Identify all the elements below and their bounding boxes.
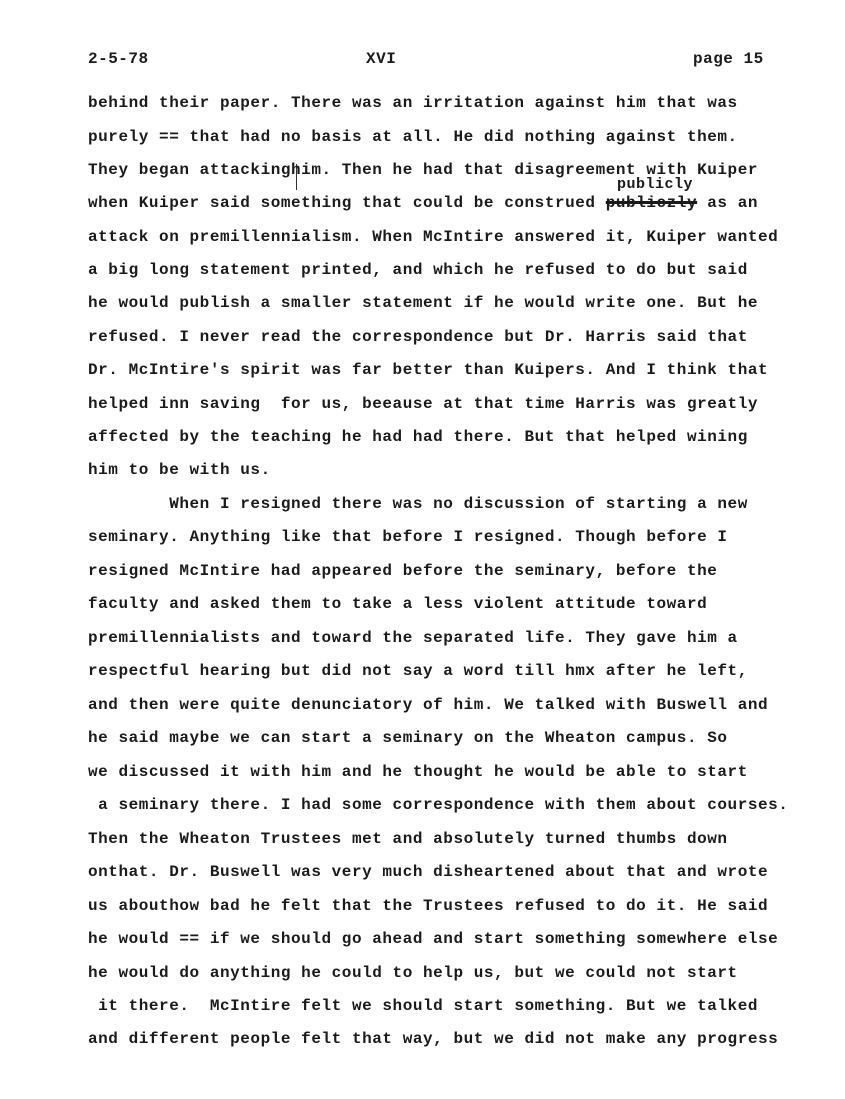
text-line: purely == that had no basis at all. He did nothing against them. — [88, 128, 738, 146]
text-line: affected by the teaching he had had there. But that helped wining — [88, 428, 748, 446]
text-line-prefix: when Kuiper said something that could be construed — [88, 194, 606, 212]
text-line: us abouthow bad he felt that the Trustees refused to do it. He said — [88, 897, 769, 915]
text-line: a big long statement printed, and which he refused to do but said — [88, 261, 748, 279]
text-line: They began attackinghim. Then he had that disagreement with Kuiper — [88, 161, 759, 179]
header-section: XVI — [366, 50, 397, 68]
text-line: a seminary there. I had some correspondence with them about courses. — [88, 796, 789, 814]
text-line: it there. McIntire felt we should start something. But we talked — [88, 997, 759, 1015]
text-line: we discussed it with him and he thought he would be able to start — [88, 763, 748, 781]
text-line: he said maybe we can start a seminary on the Wheaton campus. So — [88, 729, 728, 747]
text-line: and then were quite denunciatory of him. We talked with Buswell and — [88, 696, 769, 714]
text-line: behind their paper. There was an irritation against him that was — [88, 94, 738, 112]
text-line: onthat. Dr. Buswell was very much disheartened about that and wrote — [88, 863, 769, 881]
header-page-number: page 15 — [693, 50, 764, 68]
text-line: respectful hearing but did not say a word till hmx after he left, — [88, 662, 748, 680]
text-line — [88, 192, 758, 214]
text-line: When I resigned there was no discussion of starting a new — [88, 495, 748, 513]
text-line: he would == if we should go ahead and start something somewhere else — [88, 930, 779, 948]
text-line: seminary. Anything like that before I resigned. Though before I — [88, 528, 728, 546]
text-line: he would publish a smaller statement if he would write one. But he — [88, 294, 759, 312]
text-line-suffix: as an — [697, 194, 759, 212]
text-line: Then the Wheaton Trustees met and absolutely turned thumbs down — [88, 830, 728, 848]
text-line: Dr. McIntire's spirit was far better than Kuipers. And I think that — [88, 361, 769, 379]
text-line: and different people felt that way, but we did not make any progress — [88, 1030, 779, 1048]
text-line: him to be with us. — [88, 461, 271, 479]
text-line: helped inn saving for us, beeause at that time Harris was greatly — [88, 395, 759, 413]
struck-word: publiczly — [605, 194, 698, 212]
text-line: faculty and asked them to take a less violent attitude toward — [88, 595, 708, 613]
text-line: he would do anything he could to help us, but we could not start — [88, 964, 738, 982]
text-line: attack on premillennialism. When McIntire answered it, Kuiper wanted — [88, 228, 779, 246]
text-line: resigned McIntire had appeared before the seminary, before the — [88, 562, 718, 580]
handwritten-insertion: publicly — [617, 176, 694, 193]
text-line: premillennialists and toward the separated life. They gave him a — [88, 629, 738, 647]
text-line: refused. I never read the correspondence but Dr. Harris said that — [88, 328, 748, 346]
header-date: 2-5-78 — [88, 50, 149, 68]
